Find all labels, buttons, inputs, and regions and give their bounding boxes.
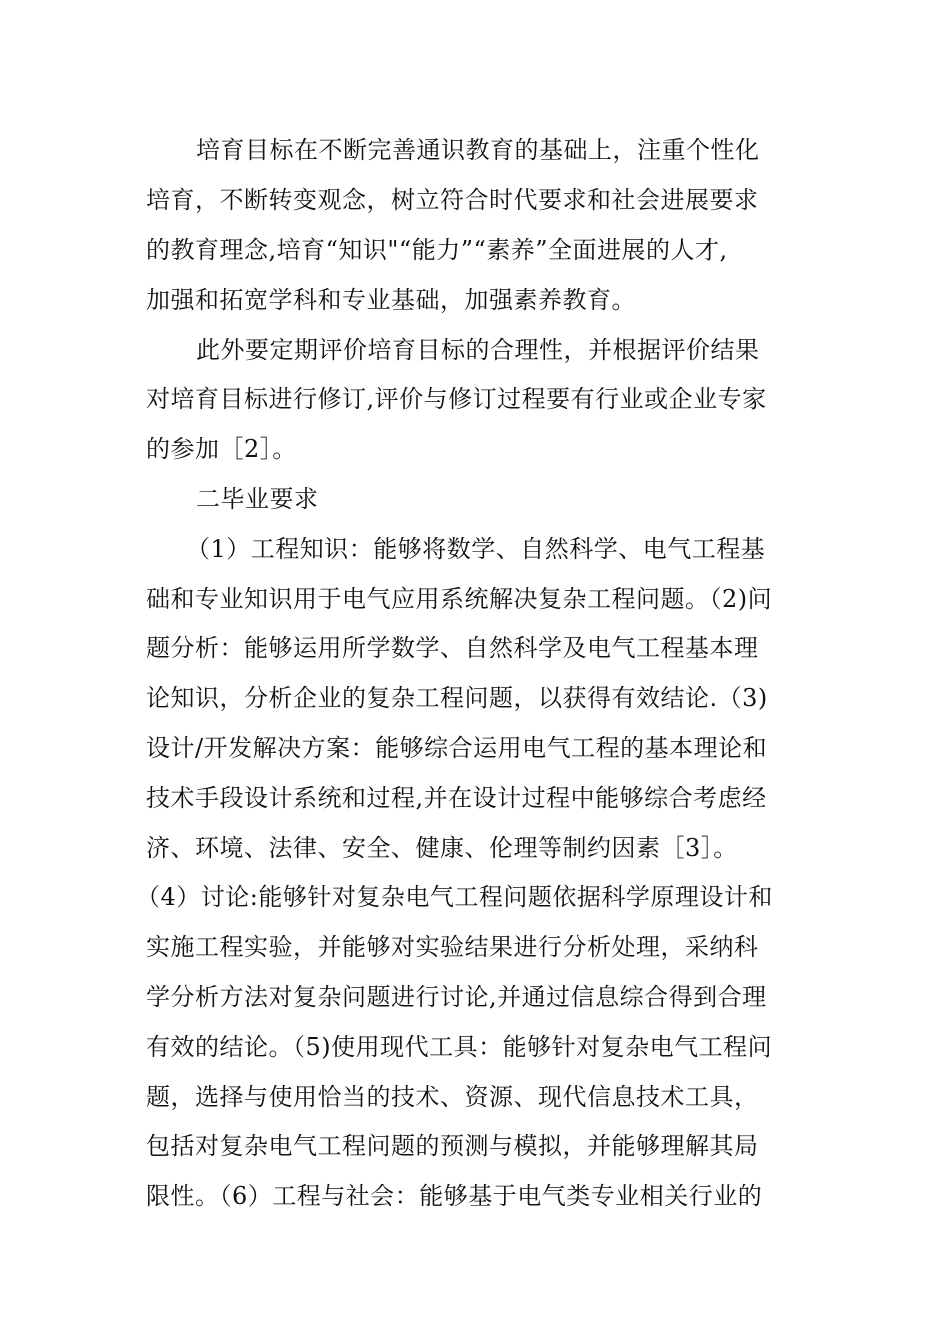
text-line-5: 此外要定期评价培育目标的合理性，并根据评价结果: [196, 336, 760, 364]
text-line-16: （4）讨论:能够针对复杂电气工程问题依据科学原理设计和: [136, 883, 773, 911]
text-line-4: 加强和拓宽学科和专业基础，加强素养教育。: [146, 286, 636, 314]
text-line-1: 培育目标在不断完善通识教育的基础上，注重个性化: [196, 136, 760, 164]
text-line-20: 题，选择与使用恰当的技术、资源、现代信息技术工具，: [146, 1083, 759, 1111]
text-line-13: 设计/开发解决方案：能够综合运用电气工程的基本理论和: [146, 734, 768, 762]
text-line-17: 实施工程实验，并能够对实验结果进行分析处理，采纳科: [146, 933, 759, 961]
text-line-22: 限性。（6）工程与社会：能够基于电气类专业相关行业的: [146, 1182, 763, 1210]
text-line-14: 技术手段设计系统和过程,并在设计过程中能够综合考虑经: [146, 784, 767, 812]
text-line-7: 的参加［2］。: [146, 435, 297, 463]
section-heading: 二毕业要求: [196, 485, 319, 513]
text-line-3: 的教育理念,培育“知识"“能力”“素养”全面进展的人才,: [146, 236, 728, 264]
text-line-12: 论知识，分析企业的复杂工程问题，以获得有效结论.（3): [146, 684, 768, 712]
text-line-6: 对培育目标进行修订,评价与修订过程要有行业或企业专家: [146, 385, 767, 413]
text-line-15: 济、环境、法律、安全、健康、伦理等制约因素［3］。: [146, 834, 738, 862]
text-line-10: 础和专业知识用于电气应用系统解决复杂工程问题。（2)问: [146, 585, 773, 613]
text-line-18: 学分析方法对复杂问题进行讨论,并通过信息综合得到合理: [146, 983, 767, 1011]
text-line-2: 培育，不断转变观念，树立符合时代要求和社会进展要求: [146, 186, 759, 214]
text-line-11: 题分析：能够运用所学数学、自然科学及电气工程基本理: [146, 634, 759, 662]
text-line-19: 有效的结论。（5)使用现代工具：能够针对复杂电气工程问: [146, 1033, 773, 1061]
text-line-21: 包括对复杂电气工程问题的预测与模拟，并能够理解其局: [146, 1132, 759, 1160]
text-line-9: （1）工程知识：能够将数学、自然科学、电气工程基: [186, 535, 766, 563]
